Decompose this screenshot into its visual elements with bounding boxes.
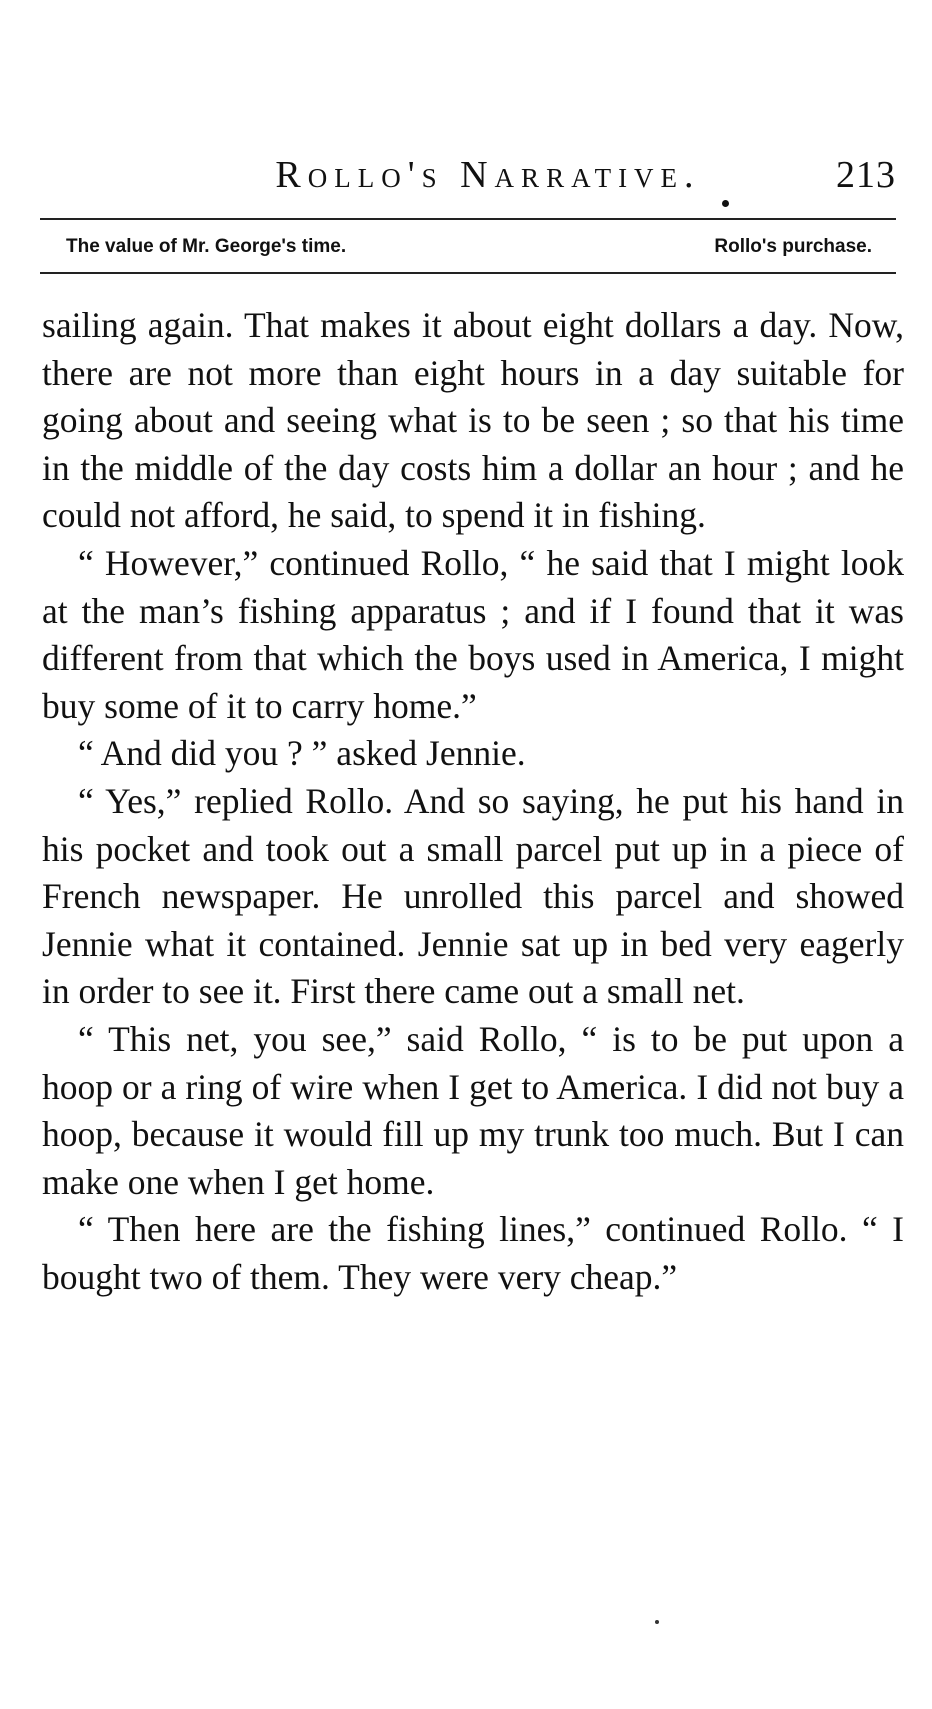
paragraph-continuation: sailing again. That makes it about eight dollars a day. Now, there are not more than eight hours in a day suitable for going about and seeing what is to be seen ; so that his time in the middle of the day costs him a dollar an hour ; and he could not afford, he said, to spend it in fishing. bbox=[42, 305, 904, 536]
running-subheads bbox=[66, 232, 872, 262]
print-speck bbox=[655, 1620, 659, 1624]
paragraph: “ Then here are the fishing lines,” continued Rollo. “ I bought two of them. They were very cheap.” bbox=[42, 1209, 904, 1297]
ornament-dot bbox=[722, 200, 729, 207]
header-rule-bottom bbox=[40, 272, 896, 274]
paragraph: “ This net, you see,” said Rollo, “ is to be put upon a hoop or a ring of wire when I get to America. I did not buy a hoop, because it would fill up my trunk too much. But I can make one when I get home. bbox=[42, 1018, 904, 1202]
body-text bbox=[42, 302, 904, 1301]
running-title: Rollo's Narrative. bbox=[275, 154, 701, 196]
paragraph: “ However,” continued Rollo, “ he said that I might look at the man’s fishing apparatus ; and if I found that it was different from that which the boys used in America, I might buy some of it to carry home.” bbox=[42, 542, 904, 726]
subhead-left: The value of Mr. George's time. bbox=[66, 236, 347, 257]
subhead-right: Rollo's purchase. bbox=[714, 236, 872, 257]
page-number: 213 bbox=[836, 154, 896, 196]
header-rule-top bbox=[40, 218, 896, 220]
running-head bbox=[40, 152, 896, 202]
paragraph: “ And did you ? ” asked Jennie. bbox=[78, 733, 526, 774]
paragraph: “ Yes,” replied Rollo. And so saying, he put his hand in his pocket and took out a small parcel put up in a piece of French newspaper. He unrolled this parcel and showed Jennie what it contained. Jennie sat up in bed very eagerly in order to see it. First there came out a small net. bbox=[42, 780, 904, 1012]
